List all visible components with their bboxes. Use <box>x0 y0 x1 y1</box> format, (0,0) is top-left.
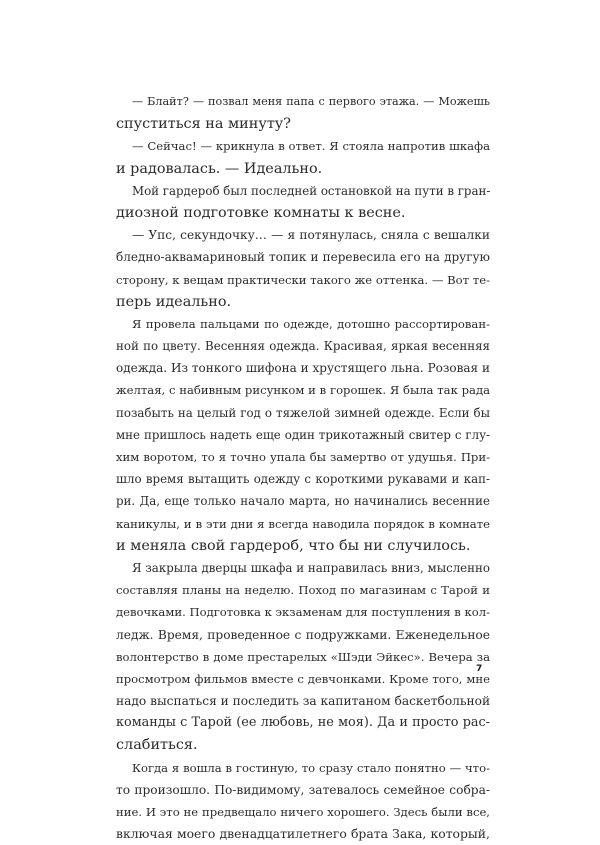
text-line: желтая, с набивным рисунком и в горошек. Я была так рада <box>116 383 490 398</box>
text-line: ри. Да, еще только начало марта, но начинались весенние <box>116 494 490 509</box>
text-line: бледно-аквамариновый топик и перевесила его на другую <box>116 250 490 265</box>
page-number: 7 <box>476 664 483 674</box>
text-line: хим воротом, то я точно упала бы замертво от удушья. При- <box>116 450 490 464</box>
text-line: волонтерство в доме престарелых «Шэди Эйкес». Вечера за <box>116 649 490 664</box>
text-line: составляя планы на неделю. Поход по магазинам с Тарой и <box>116 583 490 598</box>
text-line: включая моего двенадцатилетнего брата Зака, который, <box>116 826 490 842</box>
text-line: ледж. Время, проведенное с подружками. Еженедельное <box>116 627 490 642</box>
text-line: Я провела пальцами по одежде, дотошно рассортирован- <box>132 316 490 331</box>
text-line: позабыть на целый год о тяжелой зимней одежде. Если бы <box>116 405 490 420</box>
text-line: и меняла свой гардероб, что бы ни случилось. <box>116 537 471 554</box>
text-line: ной по цвету. Весенняя одежда. Красивая, яркая весенняя <box>116 339 490 354</box>
text-line: спуститься на минуту? <box>116 116 291 133</box>
text-line: слабиться. <box>116 737 198 754</box>
text-line: шло время вытащить одежду с короткими рукавами и кап- <box>116 472 490 487</box>
text-line: девочками. Подготовка к экзаменам для поступления в кол- <box>116 605 490 620</box>
text-line: то произошло. По-видимому, затевалось семейное собра- <box>116 782 490 797</box>
text-line: мне пришлось надеть еще один трикотажный свитер с глу- <box>116 427 490 442</box>
text-line: Когда я вошла в гостиную, то сразу стало понятно — что- <box>132 760 490 775</box>
text-line: сторону, к вещам практически такого же оттенка. — Вот те- <box>116 272 490 287</box>
text-line: команды с Тарой (ее любовь, не моя). Да и просто рас- <box>116 715 490 731</box>
body-text <box>116 91 490 845</box>
text-line: каникулы, и в эти дни я всегда наводила порядок в комнате <box>116 516 490 531</box>
text-line: надо выспаться и последить за капитаном баскетбольной <box>116 694 491 709</box>
text-line: — Блайт? — позвал меня папа с первого этажа. — Можешь <box>132 95 490 108</box>
text-line: и радовалась. — Идеально. <box>116 160 323 177</box>
text-line: просмотром фильмов вместе с девчонками. Кроме того, мне <box>116 671 490 686</box>
text-line: одежда. Из тонкого шифона и хрустящего льна. Розовая и <box>116 361 490 376</box>
text-line: Мой гардероб был последней остановкой на пути в гран- <box>132 183 491 198</box>
text-line: — Упс, секундочку… — я потянулась, сняла с вешалки <box>132 228 490 243</box>
text-line: диозной подготовке комнаты к весне. <box>116 204 406 221</box>
text-line: Я закрыла дверцы шкафа и направилась вниз, мысленно <box>132 560 490 575</box>
text-line: — Сейчас! — крикнула в ответ. Я стояла напротив шкафа <box>132 139 490 154</box>
text-line: перь идеально. <box>116 293 232 310</box>
text-line: ние. И это не предвещало ничего хорошего. Здесь были все, <box>116 805 490 819</box>
